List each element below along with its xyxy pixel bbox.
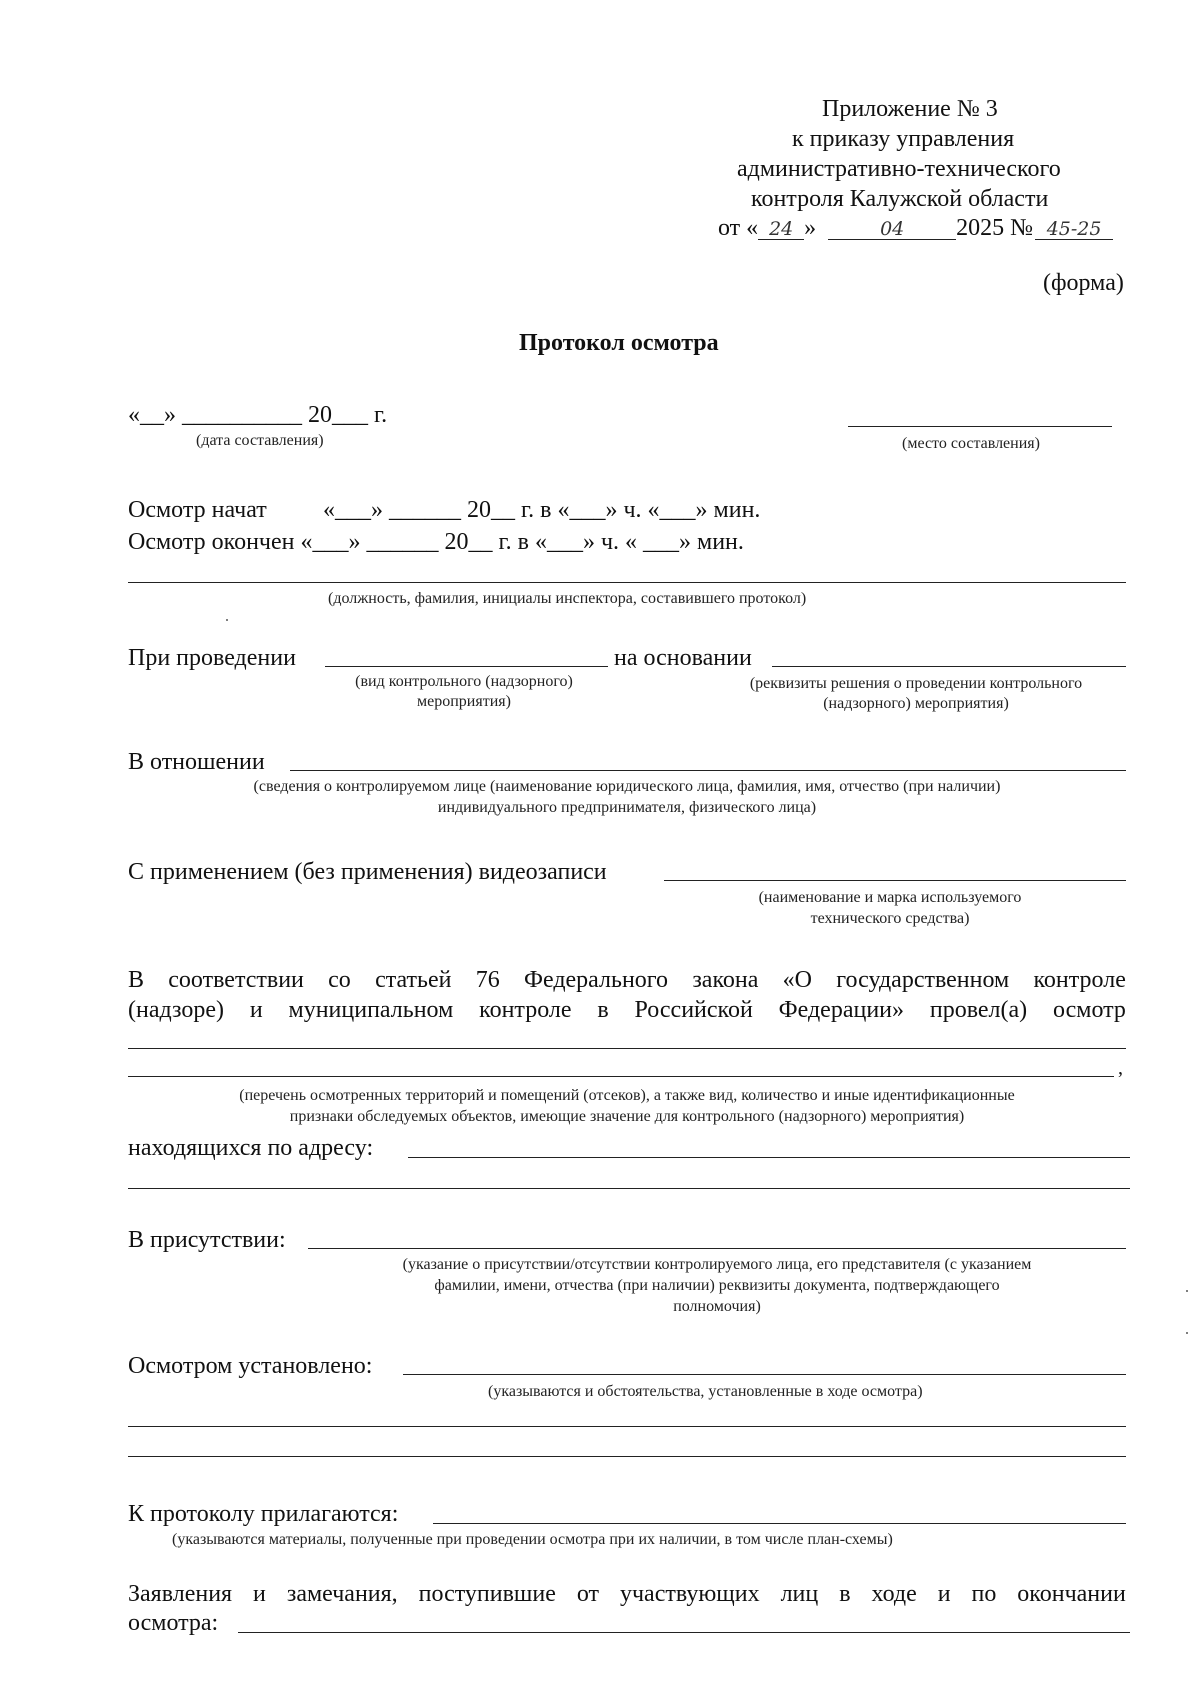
presence-caption-line3: полномочия) — [673, 1298, 761, 1315]
law-word: закона — [692, 967, 759, 993]
law-paragraph-line1 — [128, 968, 1126, 992]
inspected-objects-caption — [128, 1088, 1126, 1125]
statements-word: замечания, — [286, 1581, 398, 1607]
statements-word: окончании — [1017, 1581, 1126, 1607]
date-mid: » — [804, 215, 817, 241]
video-caption-line1: (наименование и марка используемого — [758, 889, 1022, 906]
law-word: «О — [782, 967, 813, 993]
presence-caption-line1: (указание о присутствии/отсутствии контролируемого лица, его представителя (с указанием — [402, 1256, 1032, 1273]
presence-blank-line — [308, 1248, 1126, 1249]
decision-caption-line2: (надзорного) мероприятия) — [823, 695, 1009, 712]
statements-word: от — [576, 1581, 600, 1607]
law-word: осмотр — [1053, 997, 1126, 1023]
statements-word: и — [253, 1581, 266, 1607]
address-blank-line-1 — [408, 1157, 1130, 1158]
law-word: Федерации» — [778, 997, 905, 1023]
decision-blank-line — [772, 666, 1126, 667]
attachments-label: К протоколу прилагаются: — [128, 1501, 399, 1527]
regarding-caption — [128, 779, 1126, 816]
compile-date-field: «__» __________ 20___ г. — [128, 402, 388, 428]
inspection-start-label: Осмотр начат — [128, 497, 267, 523]
law-word: провел(а) — [929, 997, 1028, 1023]
law-word: государственном — [836, 967, 1010, 993]
statements-word: участвующих — [619, 1581, 760, 1607]
video-label: С применением (без применения) видеозаписи — [128, 859, 607, 885]
inspector-blank-line — [128, 582, 1126, 583]
order-month-handwritten: 04 — [828, 220, 956, 240]
statements-word: лиц — [780, 1581, 819, 1607]
place-caption: (место составления) — [902, 435, 1040, 452]
control-type-caption-line1: (вид контрольного (надзорного) — [355, 673, 573, 690]
video-caption — [700, 890, 1080, 927]
attachments-blank-line — [433, 1523, 1126, 1524]
statements-line1 — [128, 1582, 1126, 1606]
decision-caption — [700, 676, 1132, 712]
control-type-caption-line2: мероприятия) — [417, 693, 511, 710]
scan-speck — [1186, 1290, 1188, 1292]
law-word: контроле — [479, 997, 572, 1023]
statements-word: в — [839, 1581, 851, 1607]
control-type-blank-line — [325, 666, 608, 667]
law-word: и — [249, 997, 263, 1023]
date-caption: (дата составления) — [196, 432, 324, 449]
law-word: Российской — [634, 997, 753, 1023]
findings-blank-line-3 — [128, 1456, 1126, 1457]
presence-caption-line2: фамилии, имени, отчества (при наличии) реквизиты документа, подтверждающего — [434, 1277, 1000, 1294]
law-word: (надзоре) — [128, 997, 224, 1023]
form-label: (форма) — [1043, 270, 1124, 296]
law-word: контроле — [1033, 967, 1126, 993]
law-word: в — [597, 997, 609, 1023]
address-label: находящихся по адресу: — [128, 1135, 374, 1161]
law-word: со — [328, 967, 351, 993]
date-prefix: от « — [718, 215, 759, 241]
presence-label: В присутствии: — [128, 1227, 286, 1253]
control-type-caption — [316, 674, 612, 710]
statements-word: ходе — [871, 1581, 917, 1607]
scan-speck — [1186, 1332, 1188, 1334]
law-word: муниципальном — [288, 997, 454, 1023]
appendix-number: Приложение № 3 — [822, 96, 998, 122]
order-date-number — [718, 216, 1113, 240]
inspection-start-datetime: «___» ______ 20__ г. в «___» ч. «___» мин. — [323, 497, 761, 523]
inspected-objects-blank-line-2 — [128, 1076, 1114, 1077]
statements-word: и — [937, 1581, 951, 1607]
statements-line2-label: осмотра: — [128, 1610, 219, 1636]
conduct-label: При проведении — [128, 645, 296, 671]
order-reference: к приказу управления — [792, 126, 1015, 152]
order-year: 2025 № — [956, 215, 1034, 241]
authority-name-line2: контроля Калужской области — [751, 186, 1049, 212]
findings-label: Осмотром установлено: — [128, 1353, 373, 1379]
statements-word: поступившие — [418, 1581, 556, 1607]
law-word: статьей — [375, 967, 452, 993]
statements-blank-line — [238, 1632, 1130, 1633]
law-word: 76 — [475, 967, 500, 993]
inspected-objects-caption-line1: (перечень осмотренных территорий и помещений (отсеков), а также вид, количество и иные идентификационные — [239, 1087, 1015, 1104]
regarding-label: В отношении — [128, 749, 265, 775]
address-blank-line-2 — [128, 1188, 1130, 1189]
inspected-objects-caption-line2: признаки обследуемых объектов, имеющие значение для контрольного (надзорного) мероприятия) — [289, 1108, 965, 1125]
decision-caption-line1: (реквизиты решения о проведении контрольного — [749, 675, 1083, 692]
law-word: В — [128, 967, 145, 993]
authority-name-line1: административно-технического — [737, 156, 1061, 182]
order-day-handwritten: 24 — [758, 220, 804, 240]
inspector-caption: (должность, фамилия, инициалы инспектора, составившего протокол) — [328, 590, 807, 607]
law-word: соответствии — [168, 967, 304, 993]
regarding-blank-line — [290, 770, 1126, 771]
comma-mark: , — [1118, 1057, 1123, 1079]
document-title: Протокол осмотра — [519, 330, 719, 356]
regarding-caption-line2: индивидуального предпринимателя, физического лица) — [437, 799, 817, 816]
law-word: Федерального — [524, 967, 669, 993]
statements-word: по — [971, 1581, 997, 1607]
law-paragraph-line2 — [128, 998, 1126, 1022]
video-caption-line2: технического средства) — [810, 910, 970, 927]
inspection-end: Осмотр окончен «___» ______ 20__ г. в «___» ч. « ___» мин. — [128, 529, 744, 555]
place-blank-line — [848, 426, 1112, 427]
video-blank-line — [664, 880, 1126, 881]
findings-blank-line-1 — [403, 1374, 1126, 1375]
presence-caption — [304, 1257, 1130, 1315]
basis-label: на основании — [614, 645, 752, 671]
findings-blank-line-2 — [128, 1426, 1126, 1427]
attachments-caption: (указываются материалы, полученные при проведении осмотра при их наличии, в том числе план-схемы) — [172, 1531, 893, 1548]
findings-caption: (указываются и обстоятельства, установленные в ходе осмотра) — [488, 1383, 923, 1400]
order-number-handwritten: 45-25 — [1035, 220, 1113, 240]
regarding-caption-line1: (сведения о контролируемом лице (наименование юридического лица, фамилия, имя, отчество (при наличии) — [253, 778, 1001, 795]
scan-speck — [226, 619, 228, 621]
inspected-objects-blank-line-1 — [128, 1048, 1126, 1049]
statements-word: Заявления — [128, 1581, 233, 1607]
